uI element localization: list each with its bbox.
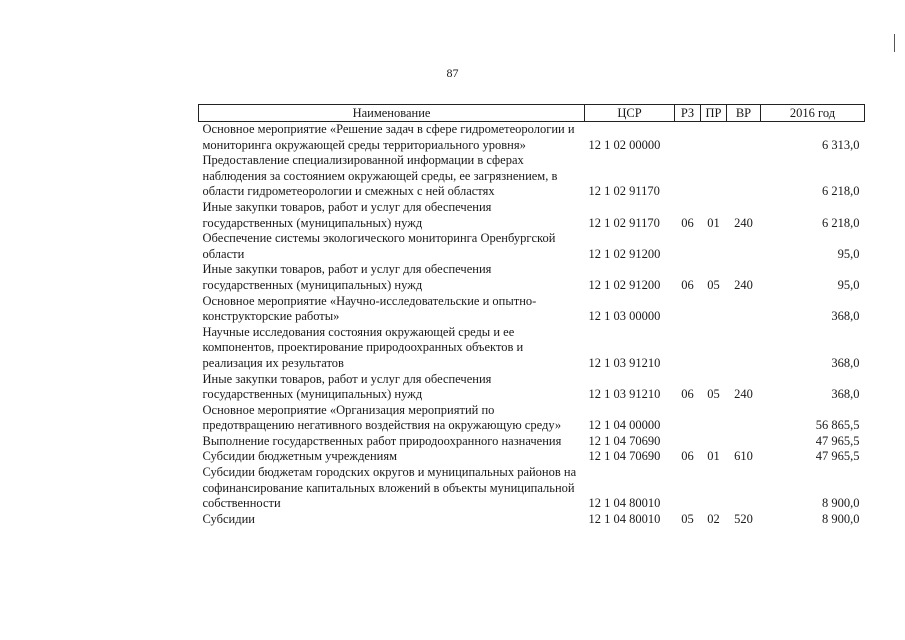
table-row — [199, 465, 865, 512]
row-csr-cell: 12 1 02 91200 — [588, 277, 661, 292]
header-name: Наименование — [199, 105, 585, 122]
row-name-cell: Основное мероприятие «Организация мероприятий по предотвращению негативного воздействия на окружающую среду» — [202, 402, 562, 433]
table-row — [199, 372, 865, 403]
row-name-cell: Основное мероприятие «Научно-исследовательские и опытно-конструкторские работы» — [202, 293, 537, 324]
row-pr-cell — [701, 153, 727, 200]
table-row — [199, 262, 865, 293]
table-row — [199, 200, 865, 231]
row-vr-cell: 610 — [734, 449, 753, 464]
budget-table — [198, 104, 865, 527]
row-amount-cell: 95,0 — [837, 277, 860, 292]
row-csr-cell: 12 1 02 91170 — [588, 215, 660, 230]
row-pr-cell — [701, 294, 727, 325]
row-vr-cell — [727, 122, 761, 154]
row-amount-cell: 8 900,0 — [822, 496, 860, 511]
table-header — [199, 105, 865, 122]
row-amount-cell: 95,0 — [837, 246, 860, 261]
row-rz-cell — [675, 325, 701, 372]
row-name-cell: Научные исследования состояния окружающей среды и ее компонентов, проектирование природоохранных объектов и реализация их результатов — [202, 324, 524, 370]
table-row — [199, 153, 865, 200]
row-rz-cell: 06 — [681, 449, 694, 464]
row-amount-cell: 6 218,0 — [822, 215, 860, 230]
row-csr-cell: 12 1 03 00000 — [588, 309, 661, 324]
table-row — [199, 434, 865, 450]
row-amount-cell: 47 965,5 — [815, 449, 860, 464]
row-csr-cell: 12 1 03 91210 — [588, 387, 661, 402]
header-vr: ВР — [727, 105, 761, 122]
row-name-cell: Обеспечение системы экологического мониторинга Оренбургской области — [202, 231, 556, 261]
page-edge-mark — [894, 34, 895, 52]
row-rz-cell — [675, 153, 701, 200]
row-vr-cell — [727, 325, 761, 372]
row-pr-cell: 05 — [707, 277, 720, 292]
table-row — [199, 294, 865, 325]
table-body — [199, 122, 865, 528]
row-name-cell: Субсидии бюджетным учреждениям — [202, 449, 398, 464]
row-rz-cell — [675, 465, 701, 512]
table-row — [199, 122, 865, 154]
row-csr-cell: 12 1 04 70690 — [588, 433, 661, 448]
row-csr-cell: 12 1 02 91200 — [588, 246, 661, 261]
row-amount-cell: 6 218,0 — [822, 184, 860, 199]
row-amount-cell: 56 865,5 — [815, 418, 860, 433]
row-pr-cell — [701, 325, 727, 372]
row-vr-cell: 240 — [734, 387, 753, 402]
row-amount-cell: 368,0 — [831, 309, 860, 324]
row-rz-cell — [675, 434, 701, 450]
table-row — [199, 449, 865, 465]
row-amount-cell: 47 965,5 — [815, 433, 860, 448]
row-pr-cell: 01 — [707, 449, 720, 464]
table-row — [199, 403, 865, 434]
row-pr-cell — [701, 434, 727, 450]
row-csr-cell: 12 1 04 80010 — [588, 511, 661, 526]
row-amount-cell: 368,0 — [831, 355, 860, 370]
row-name-cell: Субсидии — [202, 511, 255, 526]
row-vr-cell: 240 — [734, 277, 753, 292]
row-pr-cell: 02 — [707, 511, 720, 526]
row-vr-cell — [727, 294, 761, 325]
row-amount-cell: 8 900,0 — [822, 511, 860, 526]
row-pr-cell — [701, 403, 727, 434]
row-rz-cell — [675, 403, 701, 434]
row-rz-cell: 06 — [681, 277, 694, 292]
row-name-cell: Иные закупки товаров, работ и услуг для обеспечения государственных (муниципальных) нужд — [202, 199, 492, 230]
table-row — [199, 512, 865, 528]
row-pr-cell: 05 — [707, 387, 720, 402]
row-name-cell: Субсидии бюджетам городских округов и муниципальных районов на софинансирование капитальных вложений в объекты муниципальной собственности — [202, 465, 577, 511]
row-rz-cell: 06 — [681, 215, 694, 230]
table-row — [199, 325, 865, 372]
row-name-cell: Предоставление специализированной информации в сферах наблюдения за состоянием окружающей среды, ее загрязнением, в области гидрометеорологии и смежных с ней областях — [202, 153, 558, 199]
row-csr-cell: 12 1 02 91170 — [588, 184, 660, 199]
row-rz-cell: 05 — [681, 511, 694, 526]
row-pr-cell — [701, 122, 727, 154]
row-vr-cell — [727, 231, 761, 262]
header-row — [199, 105, 865, 122]
row-vr-cell — [727, 434, 761, 450]
row-amount-cell: 6 313,0 — [822, 137, 860, 152]
row-name-cell: Основное мероприятие «Решение задач в сфере гидрометеорологии и мониторинга окружающей среды территориального уровня» — [202, 122, 575, 152]
table-row — [199, 231, 865, 262]
row-name-cell: Иные закупки товаров, работ и услуг для обеспечения государственных (муниципальных) нужд — [202, 371, 492, 402]
row-name-cell: Выполнение государственных работ природоохранного назначения — [202, 433, 562, 448]
header-csr: ЦСР — [585, 105, 675, 122]
row-csr-cell: 12 1 03 91210 — [588, 355, 661, 370]
page-number: 87 — [446, 66, 459, 80]
row-pr-cell — [701, 465, 727, 512]
row-csr-cell: 12 1 04 70690 — [588, 449, 661, 464]
row-amount-cell: 368,0 — [831, 387, 860, 402]
header-pr: ПР — [701, 105, 727, 122]
row-vr-cell: 240 — [734, 215, 753, 230]
row-pr-cell: 01 — [707, 215, 720, 230]
row-vr-cell — [727, 465, 761, 512]
row-csr-cell: 12 1 04 80010 — [588, 496, 661, 511]
header-rz: РЗ — [675, 105, 701, 122]
row-csr-cell: 12 1 04 00000 — [588, 418, 661, 433]
row-vr-cell — [727, 403, 761, 434]
row-rz-cell — [675, 294, 701, 325]
header-year: 2016 год — [761, 105, 865, 122]
row-vr-cell — [727, 153, 761, 200]
row-pr-cell — [701, 231, 727, 262]
row-name-cell: Иные закупки товаров, работ и услуг для обеспечения государственных (муниципальных) нужд — [202, 262, 492, 292]
row-rz-cell — [675, 231, 701, 262]
row-rz-cell — [675, 122, 701, 154]
row-vr-cell: 520 — [734, 511, 753, 526]
row-csr-cell: 12 1 02 00000 — [588, 137, 661, 152]
row-rz-cell: 06 — [681, 387, 694, 402]
